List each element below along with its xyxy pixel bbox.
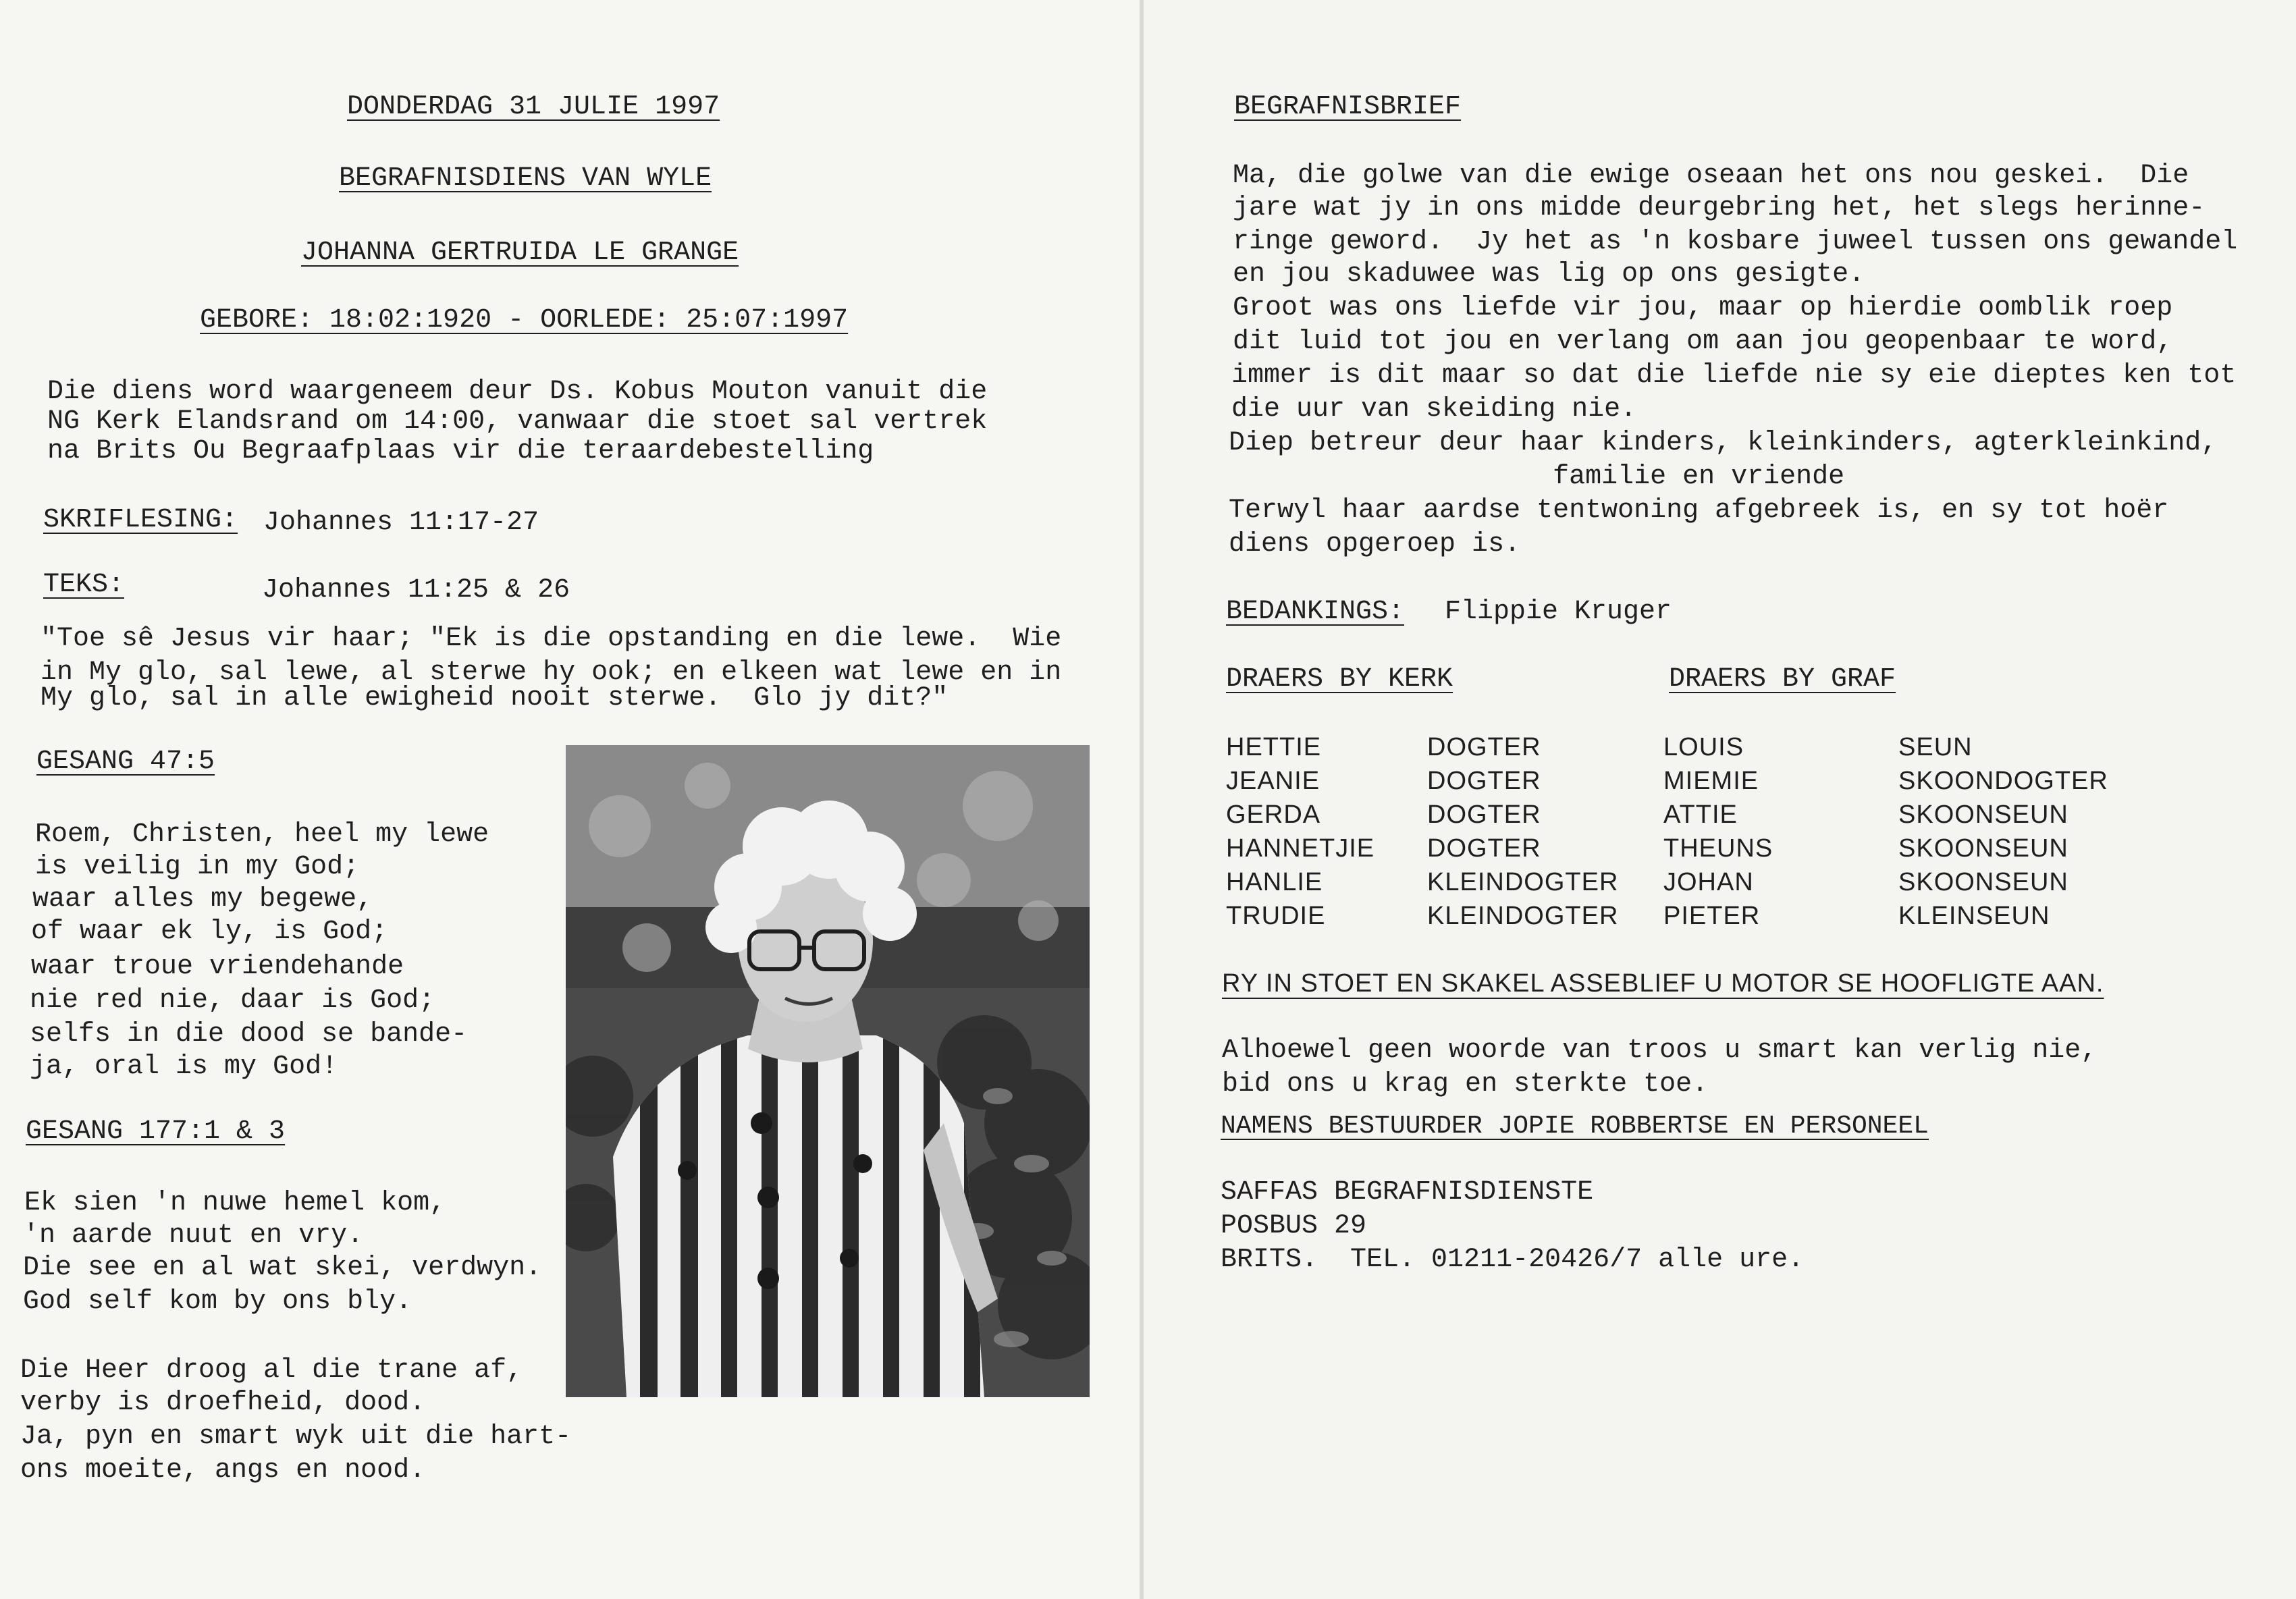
comfort-line: bid ons u krag en sterkte toe.: [1222, 1069, 1709, 1100]
left-page: [0, 0, 1140, 1599]
hymn2-line: 'n aarde nuut en vry.: [23, 1220, 364, 1251]
birth-death-dates: GEBORE: 18:02:1920 - OORLEDE: 25:07:1997: [200, 305, 849, 335]
headlights-notice: RY IN STOET EN SKAKEL ASSEBLIEF U MOTOR SE HOOFLIGTE AAN.: [1222, 969, 2104, 998]
bearer-relation: SEUN: [1898, 733, 1973, 761]
bearers-grave-label: DRAERS BY GRAF: [1669, 664, 1896, 695]
service-date: DONDERDAG 31 JULIE 1997: [347, 92, 720, 122]
hymn1-line: waar troue vriendehande: [31, 952, 404, 982]
letter-line: immer is dit maar so dat die liefde nie sy eie dieptes ken tot: [1231, 360, 2237, 391]
intro-line: na Brits Ou Begraafplaas vir die teraardebestelling: [47, 436, 874, 466]
comfort-line: Alhoewel geen woorde van troos u smart kan verlig nie,: [1222, 1035, 2098, 1066]
hymn2-line: verby is droefheid, dood.: [20, 1388, 426, 1418]
bearer-name: PIETER: [1663, 902, 1761, 930]
reading-label: SKRIFLESING:: [43, 505, 238, 535]
letter-line: Terwyl haar aardse tentwoning afgebreek is, en sy tot hoër: [1229, 495, 2169, 526]
letter-line: Diep betreur deur haar kinders, kleinkinders, agterkleinkind,: [1229, 428, 2218, 458]
bearer-relation: DOGTER: [1427, 767, 1541, 795]
bearer-name: ATTIE: [1663, 801, 1738, 829]
intro-line: Die diens word waargeneem deur Ds. Kobus Mouton vanuit die: [47, 377, 988, 407]
hymn2-line: Ek sien 'n nuwe hemel kom,: [24, 1188, 446, 1218]
letter-line: jare wat jy in ons midde deurgebring het, het slegs herinne-: [1233, 193, 2206, 223]
bearer-name: THEUNS: [1663, 834, 1773, 863]
hymn2-line: Die Heer droog al die trane af,: [20, 1355, 523, 1386]
bearer-relation: KLEINSEUN: [1898, 902, 2050, 930]
hymn1-line: Roem, Christen, heel my lewe: [35, 819, 489, 850]
hymn1-line: ja, oral is my God!: [30, 1052, 338, 1082]
reading-reference: Johannes 11:17-27: [263, 508, 539, 538]
bearer-name: LOUIS: [1663, 733, 1744, 761]
bearer-relation: SKOONSEUN: [1898, 868, 2068, 896]
hymn2-line: Ja, pyn en smart wyk uit die hart-: [20, 1421, 572, 1452]
bearer-relation: DOGTER: [1427, 834, 1541, 863]
thanks-label: BEDANKINGS:: [1226, 597, 1405, 627]
hymn1-line: nie red nie, daar is God;: [30, 985, 435, 1016]
hymn1-line: is veilig in my God;: [35, 852, 360, 882]
letter-line: die uur van skeiding nie.: [1231, 394, 1637, 425]
service-title: BEGRAFNISDIENS VAN WYLE: [339, 163, 712, 194]
bearer-relation: KLEINDOGTER: [1427, 902, 1619, 930]
hymn1-line: waar alles my begewe,: [32, 884, 373, 915]
text-label: TEKS:: [43, 570, 125, 600]
bearer-name: GERDA: [1226, 801, 1321, 829]
bearers-church-label: DRAERS BY KERK: [1226, 664, 1453, 695]
letter-line: dit luid tot jou en verlang om aan jou geopenbaar te word,: [1233, 327, 2173, 357]
letter-line: Groot was ons liefde vir jou, maar op hierdie oomblik roep: [1233, 293, 2173, 323]
letter-line: familie en vriende: [1229, 462, 1845, 492]
bearer-name: MIEMIE: [1663, 767, 1759, 795]
letter-title: BEGRAFNISBRIEF: [1234, 92, 1462, 122]
hymn1-line: selfs in die dood se bande-: [30, 1019, 468, 1050]
bearer-relation: SKOONSEUN: [1898, 801, 2068, 829]
hymn2-line: God self kom by ons bly.: [23, 1286, 412, 1317]
company-line: SAFFAS BEGRAFNISDIENSTE: [1221, 1177, 1594, 1208]
text-quote-line: My glo, sal in alle ewigheid nooit sterwe. Glo jy dit?": [41, 683, 949, 713]
bearer-relation: SKOONSEUN: [1898, 834, 2068, 863]
bearer-name: JEANIE: [1226, 767, 1320, 795]
text-quote-line: in My glo, sal lewe, al sterwe hy ook; en elkeen wat lewe en in: [41, 657, 1062, 688]
thanks-name: Flippie Kruger: [1445, 597, 1672, 627]
text-quote-line: "Toe sê Jesus vir haar; "Ek is die opstanding en die lewe. Wie: [41, 624, 1062, 654]
hymn1-label: GESANG 47:5: [36, 747, 215, 777]
letter-line: Ma, die golwe van die ewige oseaan het ons nou geskei. Die: [1233, 161, 2189, 191]
bearer-name: HANNETJIE: [1226, 834, 1375, 863]
intro-line: NG Kerk Elandsrand om 14:00, vanwaar die stoet sal vertrek: [47, 406, 988, 437]
letter-line: en jou skaduwee was lig op ons gesigte.: [1233, 259, 1865, 290]
company-line: POSBUS 29: [1221, 1211, 1367, 1241]
undertaker-line: NAMENS BESTUURDER JOPIE ROBBERTSE EN PERSONEEL: [1221, 1112, 1929, 1141]
hymn2-line: Die see en al wat skei, verdwyn.: [23, 1253, 542, 1283]
letter-line: ringe geword. Jy het as 'n kosbare juweel tussen ons gewandel: [1233, 227, 2238, 257]
portrait-photo: [566, 745, 1090, 1397]
bearer-name: HANLIE: [1226, 868, 1323, 896]
right-page: [1144, 0, 2296, 1599]
bearer-relation: DOGTER: [1427, 801, 1541, 829]
bearer-name: HETTIE: [1226, 733, 1322, 761]
hymn2-line: ons moeite, angs en nood.: [20, 1455, 426, 1486]
hymn1-line: of waar ek ly, is God;: [31, 917, 388, 947]
letter-line: diens opgeroep is.: [1229, 529, 1521, 560]
bearer-relation: KLEINDOGTER: [1427, 868, 1619, 896]
company-line: BRITS. TEL. 01211-20426/7 alle ure.: [1221, 1245, 1805, 1275]
hymn2-label: GESANG 177:1 & 3: [26, 1116, 286, 1147]
bearer-name: JOHAN: [1663, 868, 1754, 896]
deceased-name: JOHANNA GERTRUIDA LE GRANGE: [301, 238, 739, 268]
bearer-relation: DOGTER: [1427, 733, 1541, 761]
bearer-relation: SKOONDOGTER: [1898, 767, 2108, 795]
text-reference: Johannes 11:25 & 26: [262, 575, 570, 605]
bearer-name: TRUDIE: [1226, 902, 1326, 930]
